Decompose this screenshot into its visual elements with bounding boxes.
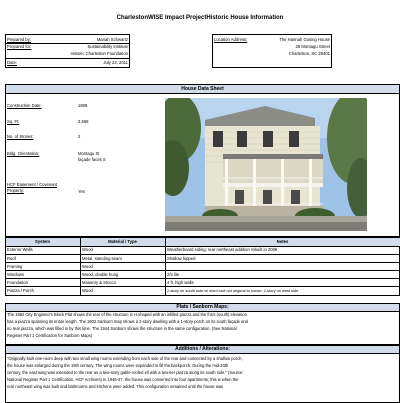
- plats-line-1: The 1882 City Engineer's Block Plat shows the rear of the structure is H-shaped with an infilled piazza and the front (south) elevation: [7, 312, 247, 317]
- house-data-sheet-heading: House Data Sheet: [5, 84, 400, 94]
- location-line-2: 28 Montagu Street: [295, 44, 330, 49]
- table-cell: Wood: [82, 247, 93, 252]
- table-cell: Masonry & Stucco: [82, 279, 116, 285]
- additions-line-4: National Register Part 1 Certification, HCF Archives) In 1946-47, the house was converted into four apartments; this is when the: [7, 377, 239, 382]
- additions-line-3: century, the east wing was extended to the rear as a two-story gable-roofed ell with a two-tier piazza along its south side." (Source:: [7, 370, 244, 375]
- table-cell: 4 ft. high walls: [167, 279, 194, 285]
- location-line-1: The Hannah Gosing House: [279, 37, 330, 42]
- easement-value: Yes: [78, 189, 85, 194]
- row-divider: [5, 270, 400, 271]
- prepared-by-label: Prepared by:: [7, 37, 31, 42]
- table-cell: Wood: [82, 287, 93, 293]
- systems-header-material: Material / Type: [108, 239, 137, 244]
- orientation-value-1: Montagu St: [78, 151, 100, 156]
- table-cell: Exterior Walls: [7, 247, 33, 252]
- sq-ft-value: 3,568: [78, 119, 89, 124]
- prepared-for-line-1: Sustainability Institute: [87, 44, 128, 49]
- house-photo-image: [165, 98, 367, 231]
- date-value: July 22, 2011: [103, 60, 128, 65]
- orientation-value-2: façade faces S: [78, 157, 106, 162]
- systems-col-divider-1: [80, 237, 81, 296]
- page-title: CharlestonWISE Impact ProjectHistoric House Information: [116, 15, 284, 21]
- table-cell: Windows: [7, 271, 24, 277]
- systems-header-system: System: [35, 239, 50, 244]
- table-cell: Weatherboard siding; rear northeast addition rebuilt in 2006: [167, 247, 278, 252]
- prepared-for-line-2: Historic Charleston Foundation: [70, 51, 128, 56]
- additions-line-5: rear northeast wing was built and bathrooms and kitchens were added. This configuration remained until the house was: [7, 384, 224, 389]
- additions-line-2: the house was enlarged during the 19th century. The wing rooms were expanded to fill the backporch. During the mid-20th: [7, 363, 229, 368]
- table-cell: Wood, double hung: [82, 271, 119, 277]
- date-label: Date:: [7, 60, 18, 65]
- table-cell: Shallow hipped: [167, 255, 196, 261]
- stories-value: 2: [78, 134, 81, 139]
- table-cell: Roof: [7, 255, 16, 261]
- systems-col-divider-2: [165, 237, 166, 296]
- systems-header-notes: Notes: [276, 239, 289, 244]
- plats-line-2: has a piazza spanning its entire length. The 1902 Sanborn map shows a 2-story dwelling with a 1-story porch on its south façade and: [7, 319, 248, 324]
- table-cell: Framing: [7, 263, 23, 269]
- additions-line-1: "Originally built one-room deep with two small wing rooms extending from each side of the rear and connected by a shallow porch,: [7, 356, 243, 361]
- table-cell: Metal, standing seam: [82, 255, 122, 261]
- prepared-by-value: Mariah Schwartz: [96, 37, 128, 42]
- stories-label: No. of Stories:: [7, 134, 34, 139]
- table-cell: 2/2 lite: [167, 271, 180, 277]
- construction-date-label: Construction Date:: [7, 103, 42, 108]
- table-cell: Piazza / Porch: [7, 287, 34, 293]
- table-cell: Wood: [82, 263, 93, 269]
- orientation-label: Bldg. Orientation:: [7, 151, 40, 156]
- sq-ft-label: Sq. Ft:: [7, 119, 20, 124]
- construction-date-value: 1809: [78, 103, 88, 108]
- location-label: Location Address:: [214, 37, 248, 42]
- table-cell: Foundation: [7, 279, 28, 285]
- location-line-3: Charleston, SC 29401: [288, 51, 330, 56]
- prepared-for-label: Prepared for:: [7, 44, 32, 49]
- plats-line-4: Register Part 1 Certification for Sanborn Maps): [7, 333, 93, 338]
- additions-heading: Additions / Alterations:: [5, 345, 400, 354]
- plats-heading: Plats / Sanborn Maps:: [5, 303, 400, 312]
- easement-label: HCF Easement / Covenant Property:: [7, 182, 58, 193]
- row-divider: [5, 262, 400, 263]
- date-divider: [5, 58, 130, 59]
- plats-line-3: no rear piazza, which was filled in by this time. The 1944 Sanborn shows the structure in the same configuration. (See National: [7, 326, 237, 331]
- house-photo: [165, 98, 367, 231]
- row-divider: [5, 278, 400, 279]
- row-divider: [5, 254, 400, 255]
- table-cell: 2-story on south side w/ shed roof not original to house; 2-story on west side: [167, 287, 299, 293]
